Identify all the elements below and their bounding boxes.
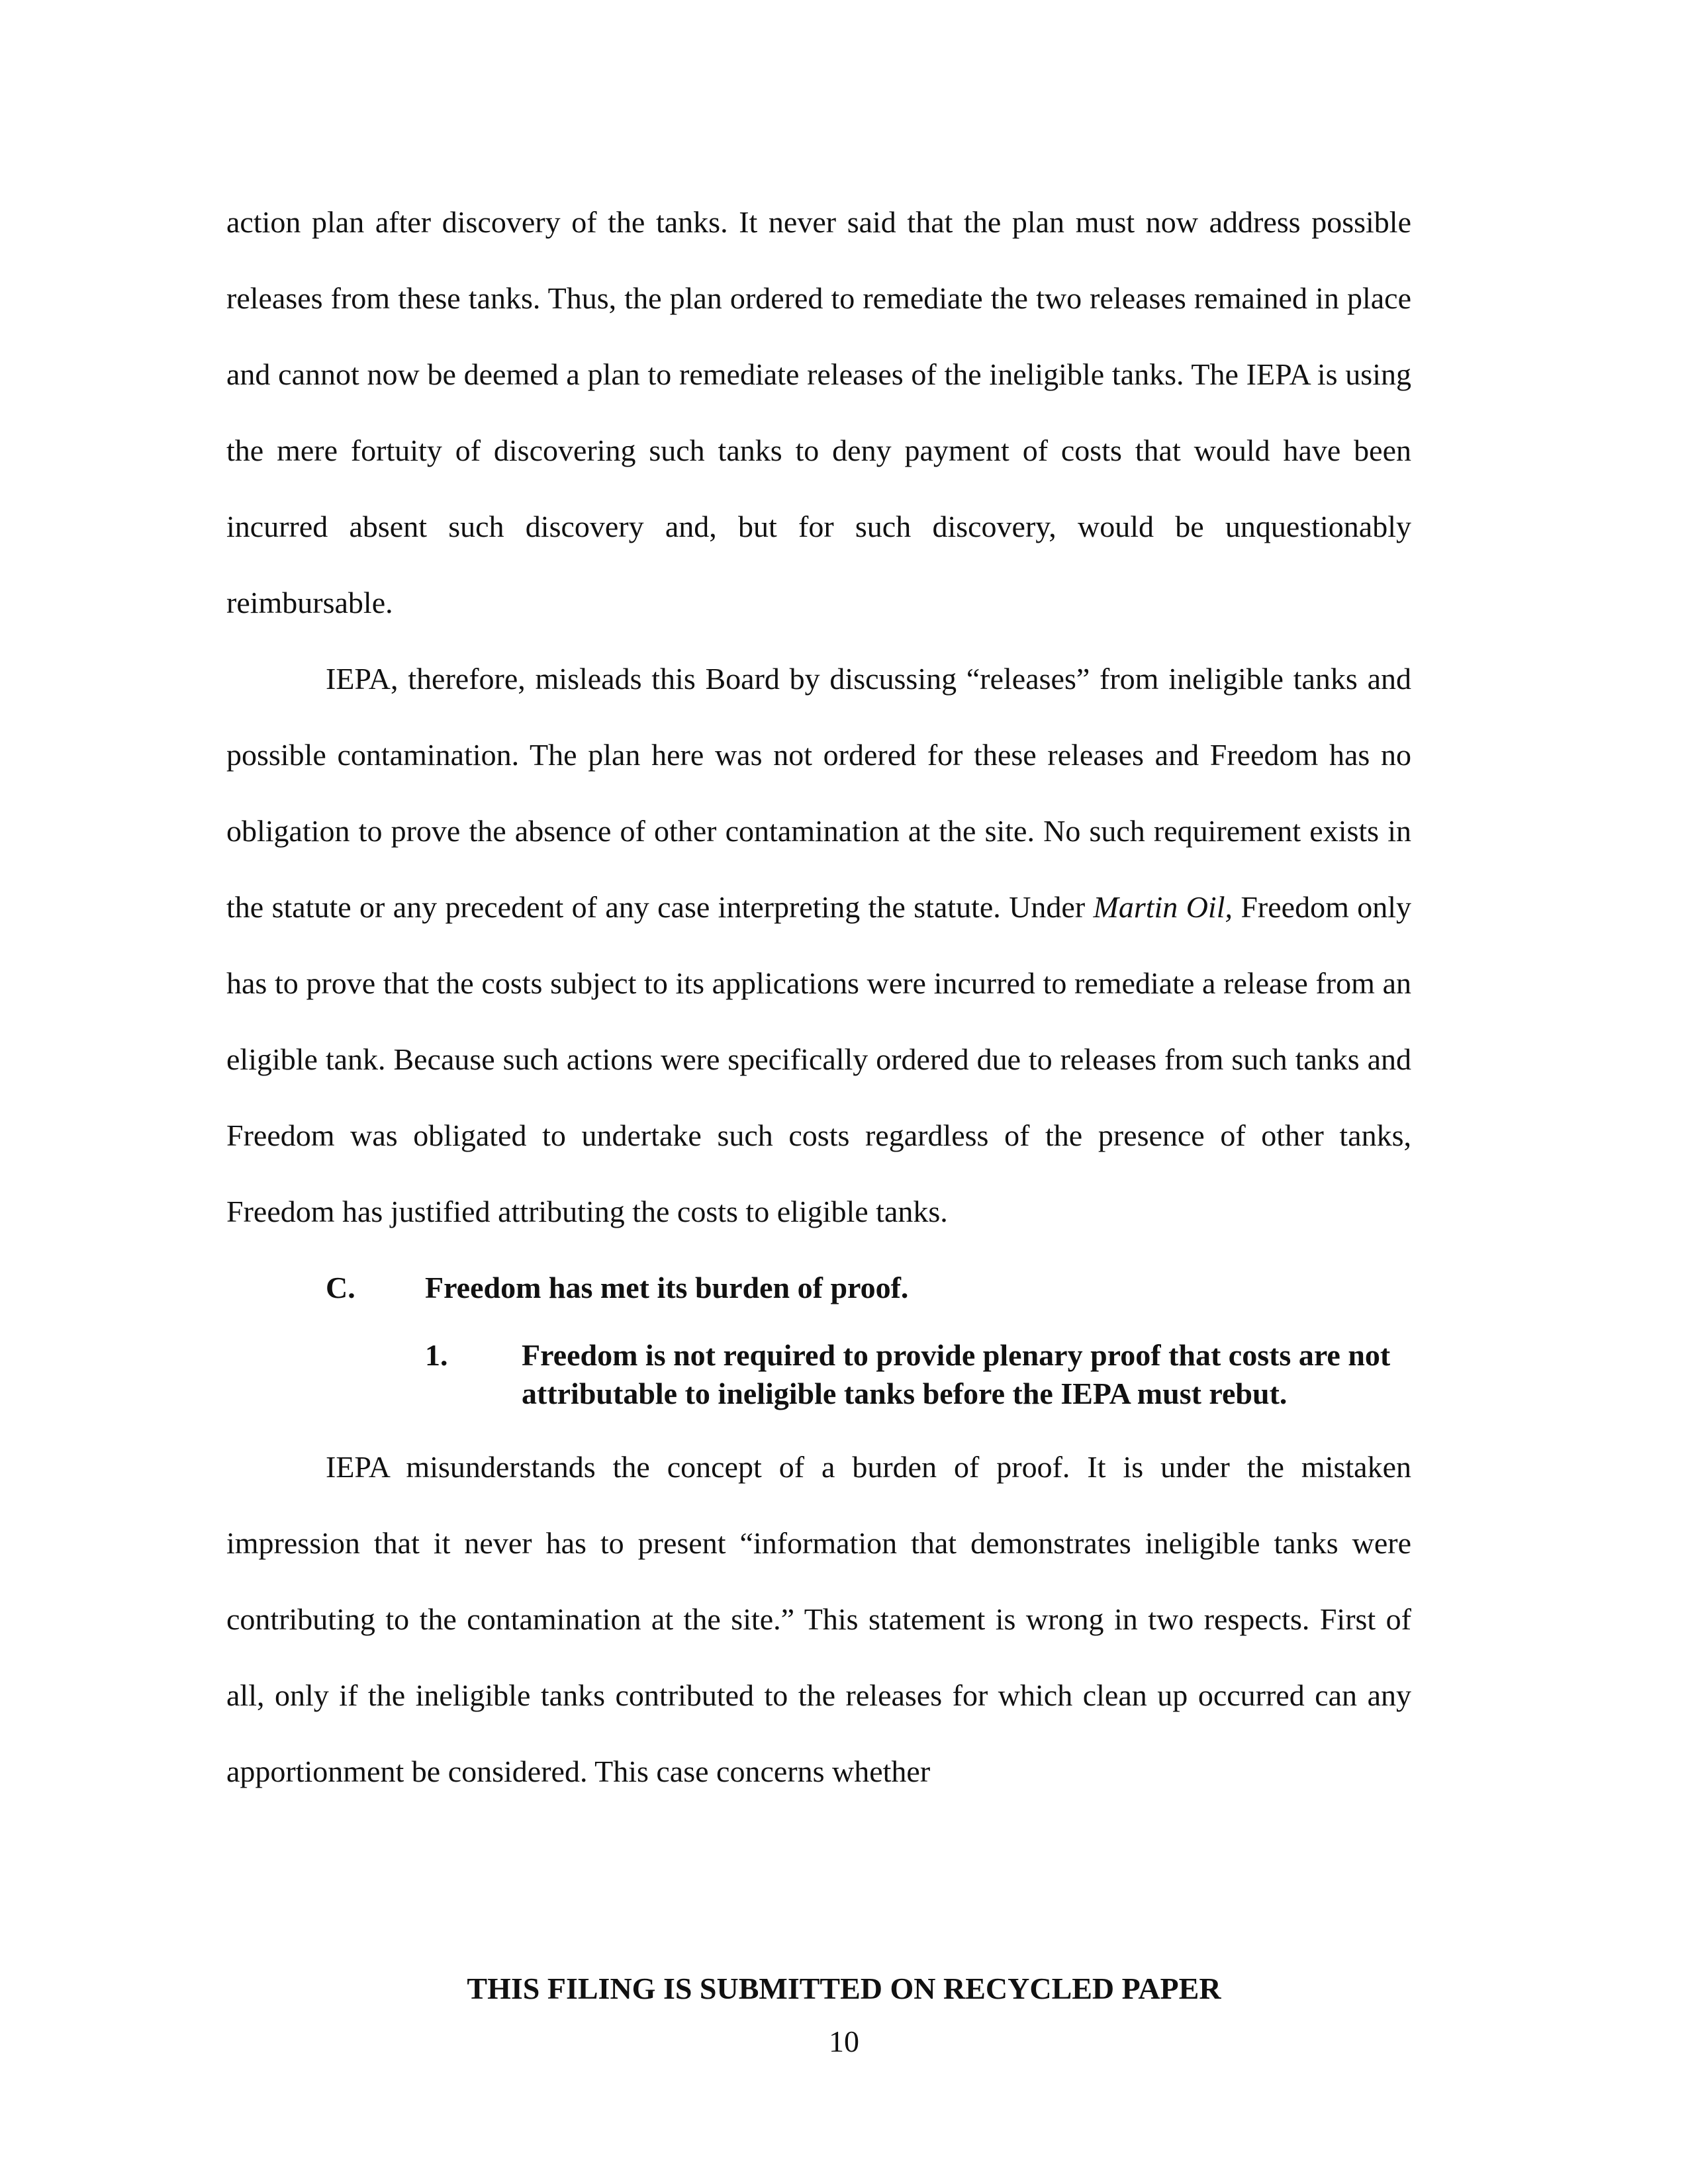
section-heading-c-text: Freedom has met its burden of proof. (425, 1271, 909, 1304)
subsection-heading-1-text: Freedom is not required to provide plenary proof that costs are not attributable to ineligible tanks before the IEPA must rebut. (522, 1338, 1391, 1410)
paragraph-iepa-misleads (226, 641, 1411, 1250)
subsection-heading-1 (226, 1336, 1411, 1413)
subsection-heading-1-mark: 1. (425, 1338, 448, 1372)
recycled-paper-notice: THIS FILING IS SUBMITTED ON RECYCLED PAPER (467, 1972, 1221, 2005)
case-citation: Martin Oil, (1093, 890, 1233, 924)
paragraph-martin-oil-text: Freedom only has to prove that the costs subject to its applications were incurred to remediate a release from an eligible tank. Because such actions were specifically ordered due to releases from such tanks and Freedom was obligated to undertake such costs regardless of the presence of other tanks, Freedom has justified attributing the costs to eligible tanks. (226, 890, 1412, 1228)
paragraph-continued: action plan after discovery of the tanks. It never said that the plan must now address possible releases from these tanks. Thus, the plan ordered to remediate the two releases remained in place and cannot now be deemed a plan to remediate releases of the ineligible tanks. The IEPA is using the mere fortuity of discovering such tanks to deny payment of costs that would have been incurred absent such discovery and, but for such discovery, would be unquestionably reimbursable. (226, 205, 1411, 619)
body-text (226, 184, 1411, 1809)
page-number: 10 (829, 2025, 859, 2058)
paragraph-iepa-misleads-text: IEPA, therefore, misleads this Board by discussing “releases” from ineligible tanks and possible contamination. The plan here was not ordered for these releases and Freedom has no obligation to prove the absence of other contamination at the site. No such requirement exists in the statute or any precedent of any case interpreting the statute. (226, 662, 1411, 924)
section-heading-c (226, 1250, 1411, 1326)
paragraph-burden-of-proof: IEPA misunderstands the concept of a burden of proof. It is under the mistaken impression that it never has to present “information that demonstrates ineligible tanks were contributing to the contamination at the site.” This statement is wrong in two respects. First of all, only if the ineligible tanks contributed to the releases for which clean up occurred can any apportionment be considered. This case concerns whether (226, 1450, 1411, 1788)
section-heading-c-mark: C. (326, 1271, 355, 1304)
paragraph-martin-oil-lead: Under (1009, 890, 1094, 924)
